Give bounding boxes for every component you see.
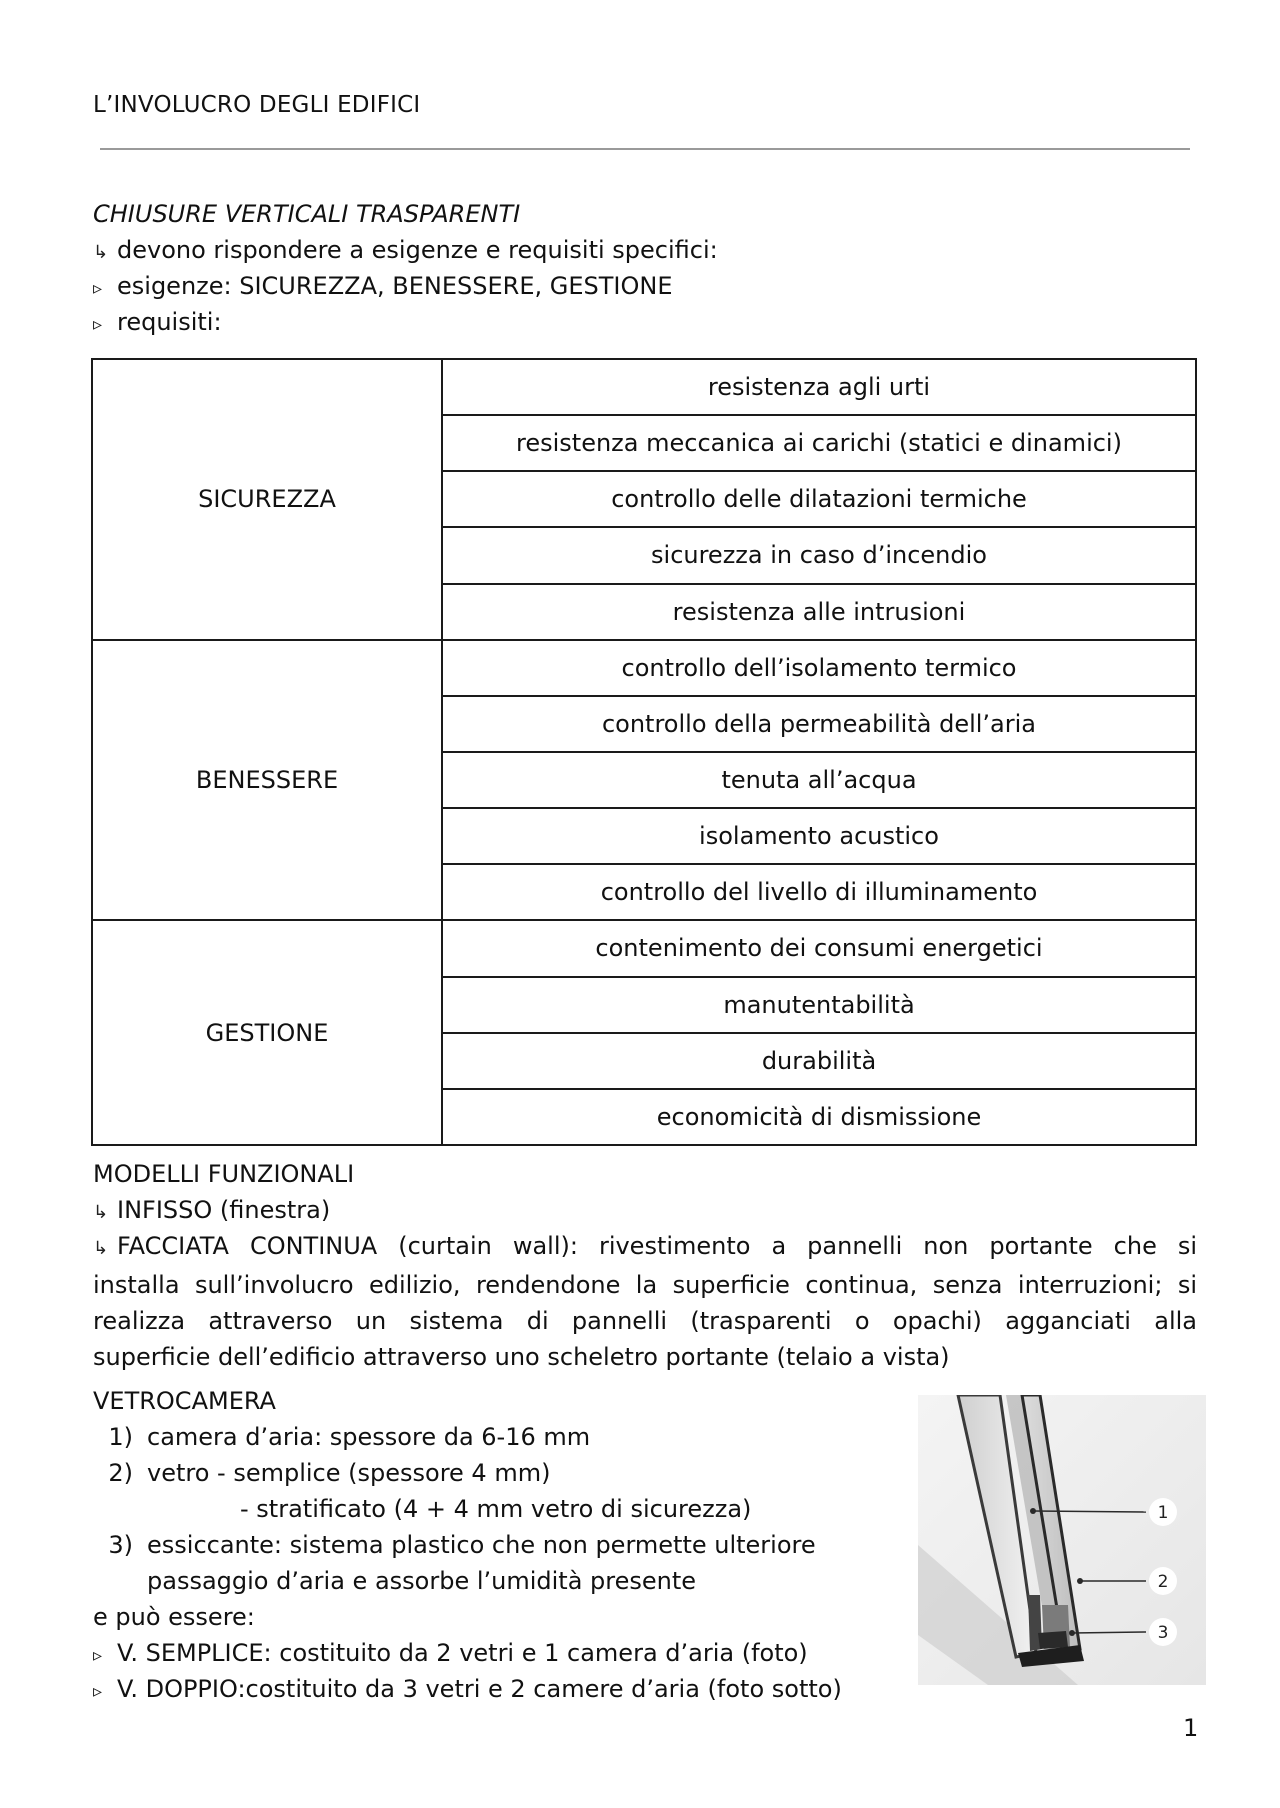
intro-line [93,236,718,264]
requirement-cell: resistenza agli urti [442,359,1196,415]
requirement-cell: controllo della permeabilità dell’aria [442,696,1196,752]
list-item-text: vetro - semplice (spessore 4 mm) [147,1459,551,1487]
paragraph-line: installa sull’involucro edilizio, rendendone la superficie continua, senza interruzioni; si [93,1271,1197,1299]
list-item [93,1423,590,1451]
header-divider [100,148,1190,150]
category-cell-benessere: BENESSERE [92,640,442,921]
arrow-return-icon: ↳ [93,1202,109,1223]
requirements-text: requisiti: [117,308,222,336]
list-number: 1) [108,1423,133,1451]
list-item-continuation: passaggio d’aria e assorbe l’umidità presente [147,1567,697,1595]
type-doppio-line [93,1675,842,1703]
type-semplice-line [93,1639,808,1667]
photo-label: 1 [1157,1503,1169,1523]
type-semplice-text: V. SEMPLICE: costituito da 2 vetri e 1 camera d’aria (foto) [117,1639,808,1667]
can-be-line: e può essere: [93,1603,255,1631]
type-doppio-text: V. DOPPIO:costituito da 3 vetri e 2 camere d’aria (foto sotto) [117,1675,842,1703]
photo-label: 3 [1157,1623,1169,1643]
list-subitem: - stratificato (4 + 4 mm vetro di sicurezza) [240,1495,752,1523]
triangle-bullet-icon: ▹ [93,314,103,335]
curtain-wall-paragraph [93,1228,1197,1375]
requirement-cell: economicità di dismissione [442,1089,1196,1145]
table-row [92,359,1196,415]
list-item-text: essiccante: sistema plastico che non permette ulteriore [147,1531,816,1559]
list-item [93,1459,550,1487]
list-number: 3) [108,1531,133,1559]
requirement-cell: contenimento dei consumi energetici [442,920,1196,976]
paragraph-text: FACCIATA CONTINUA (curtain wall): rivestimento a pannelli non portante che si [117,1232,1197,1260]
requirements-line [93,308,222,336]
requirement-cell: resistenza alle intrusioni [442,584,1196,640]
requirement-cell: durabilità [442,1033,1196,1089]
list-number: 2) [108,1459,133,1487]
paragraph-line: superficie dell’edificio attraverso uno scheletro portante (telaio a vista) [93,1343,950,1371]
document-header-title: L’INVOLUCRO DEGLI EDIFICI [93,92,421,118]
list-item-text: camera d’aria: spessore da 6-16 mm [147,1423,591,1451]
requirement-cell: isolamento acustico [442,808,1196,864]
requirements-table [91,358,1197,1146]
needs-line [93,272,672,300]
requirement-cell: controllo dell’isolamento termico [442,640,1196,696]
arrow-return-icon: ↳ [93,1238,109,1259]
section-title: CHIUSURE VERTICALI TRASPARENTI [93,200,521,228]
list-item [93,1531,816,1559]
models-title: MODELLI FUNZIONALI [93,1160,355,1188]
page-number: 1 [1183,1714,1199,1742]
paragraph-line: realizza attraverso un sistema di pannelli (trasparenti o opachi) agganciati alla [93,1307,1197,1335]
table-row [92,920,1196,976]
arrow-return-icon: ↳ [93,242,109,263]
models-item-infisso [93,1196,330,1224]
requirement-cell: controllo del livello di illuminamento [442,864,1196,920]
infisso-text: INFISSO (finestra) [117,1196,331,1224]
requirement-cell: sicurezza in caso d’incendio [442,527,1196,583]
needs-text: esigenze: SICUREZZA, BENESSERE, GESTIONE [117,272,673,300]
table-row [92,640,1196,696]
requirement-cell: manutentabilità [442,977,1196,1033]
intro-text: devono rispondere a esigenze e requisiti specifici: [117,236,718,264]
requirement-cell: resistenza meccanica ai carichi (statici e dinamici) [442,415,1196,471]
paragraph-line [93,1228,1197,1267]
vetrocamera-title: VETROCAMERA [93,1387,276,1415]
requirement-cell: tenuta all’acqua [442,752,1196,808]
category-cell-sicurezza: SICUREZZA [92,359,442,640]
triangle-bullet-icon: ▹ [93,278,103,299]
photo-label: 2 [1157,1572,1169,1592]
category-cell-gestione: GESTIONE [92,920,442,1145]
triangle-bullet-icon: ▹ [93,1681,103,1702]
glass-unit-photo [918,1395,1206,1685]
triangle-bullet-icon: ▹ [93,1645,103,1666]
requirement-cell: controllo delle dilatazioni termiche [442,471,1196,527]
